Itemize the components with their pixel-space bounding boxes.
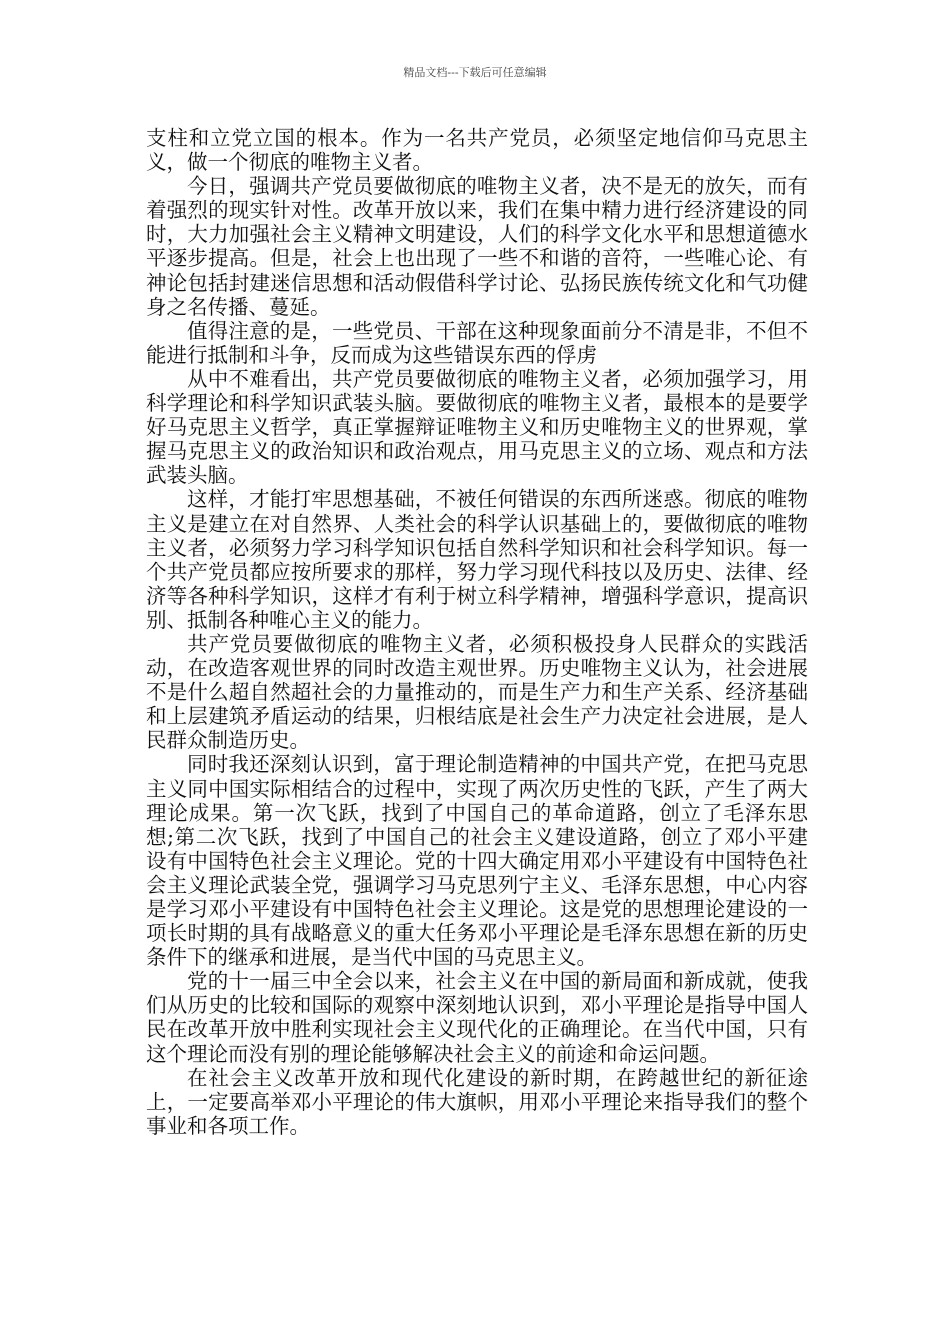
paragraph: 党的十一届三中全会以来，社会主义在中国的新局面和新成就，使我们从历史的比较和国际的观察中深刻地认识到，邓小平理论是指导中国人民在改革开放中胜利实现社会主义现代化的正确理论。在当代中国，只有这个理论而没有别的理论能够解决社会主义的前途和命运问题。 xyxy=(146,969,808,1066)
paragraph: 值得注意的是，一些党员、干部在这种现象面前分不清是非，不但不能进行抵制和斗争，反而成为这些错误东西的俘虏 xyxy=(146,318,808,367)
page-header: 精品文档---下载后可任意编辑 xyxy=(403,66,547,79)
paragraph: 从中不难看出，共产党员要做彻底的唯物主义者，必须加强学习，用科学理论和科学知识武装头脑。要做彻底的唯物主义者，最根本的是要学好马克思主义哲学，真正掌握辩证唯物主义和历史唯物主义的世界观，掌握马克思主义的政治知识和政治观点，用马克思主义的立场、观点和方法武装头脑。 xyxy=(146,366,808,488)
paragraph: 在社会主义改革开放和现代化建设的新时期，在跨越世纪的新征途上，一定要高举邓小平理论的伟大旗帜，用邓小平理论来指导我们的整个事业和各项工作。 xyxy=(146,1065,808,1138)
document-body xyxy=(146,126,808,1138)
paragraph: 今日，强调共产党员要做彻底的唯物主义者，决不是无的放矢，而有着强烈的现实针对性。改革开放以来，我们在集中精力进行经济建设的同时，大力加强社会主义精神文明建设，人们的科学文化水平和思想道德水平逐步提高。但是，社会上也出现了一些不和谐的音符，一些唯心论、有神论包括封建迷信思想和活动假借科学讨论、弘扬民族传统文化和气功健身之名传播、蔓延。 xyxy=(146,174,808,319)
paragraph: 同时我还深刻认识到，富于理论制造精神的中国共产党，在把马克思主义同中国实际相结合的过程中，实现了两次历史性的飞跃，产生了两大理论成果。第一次飞跃，找到了中国自己的革命道路，创立了毛泽东思想;第二次飞跃，找到了中国自己的社会主义建设道路，创立了邓小平建设有中国特色社会主义理论。党的十四大确定用邓小平建设有中国特色社会主义理论武装全党，强调学习马克思列宁主义、毛泽东思想，中心内容是学习邓小平建设有中国特色社会主义理论。这是党的思想理论建设的一项长时期的具有战略意义的重大任务邓小平理论是毛泽东思想在新的历史条件下的继承和进展，是当代中国的马克思主义。 xyxy=(146,752,808,970)
paragraph: 这样，才能打牢思想基础，不被任何错误的东西所迷惑。彻底的唯物主义是建立在对自然界、人类社会的科学认识基础上的，要做彻底的唯物主义者，必须努力学习科学知识包括自然科学知识和社会科学知识。每一个共产党员都应按所要求的那样，努力学习现代科技以及历史、法律、经济等各种科学知识，这样才有利于树立科学精神，增强科学意识，提高识别、抵制各种唯心主义的能力。 xyxy=(146,487,808,632)
paragraph: 共产党员要做彻底的唯物主义者，必须积极投身人民群众的实践活动，在改造客观世界的同时改造主观世界。历史唯物主义认为，社会进展不是什么超自然超社会的力量推动的，而是生产力和生产关系、经济基础和上层建筑矛盾运动的结果，归根结底是社会生产力决定社会进展，是人民群众制造历史。 xyxy=(146,631,808,753)
paragraph: 支柱和立党立国的根本。作为一名共产党员，必须坚定地信仰马克思主义，做一个彻底的唯物主义者。 xyxy=(146,126,808,175)
